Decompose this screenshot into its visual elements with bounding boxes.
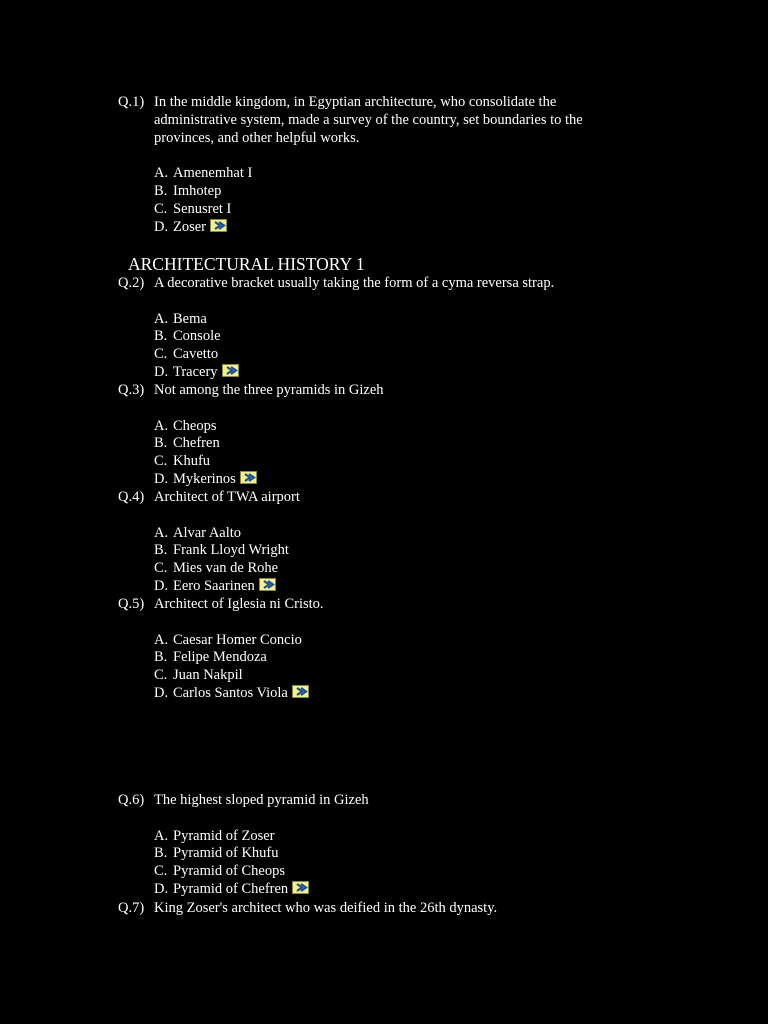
answer-options [154, 418, 718, 489]
option-a: A. Caesar Homer Concio [154, 631, 302, 648]
question-text: A decorative bracket usually taking the form of a cyma reversa strap. [154, 275, 555, 291]
option-b: B. Frank Lloyd Wright [154, 542, 289, 559]
option-d: D. Eero Saarinen [154, 578, 718, 596]
question-text: King Zoser's architect who was deified in the 26th dynasty. [154, 900, 498, 916]
section-heading: ARCHITECTURAL HISTORY 1 [128, 254, 365, 274]
option-c: C. Mies van de Rohe [154, 560, 279, 577]
option-b: B. Chefren [154, 435, 220, 452]
question-2 [118, 275, 718, 382]
option-c: C. Khufu [154, 453, 211, 470]
answer-options [154, 525, 718, 596]
question-3 [118, 382, 718, 489]
option-b: B. Imhotep [154, 182, 222, 199]
correct-answer-icon [292, 881, 309, 894]
question-7 [118, 900, 718, 918]
option-a: A. Bema [154, 310, 207, 327]
option-d: D. Pyramid of Chefren [154, 881, 718, 899]
question-4 [118, 489, 718, 596]
answer-options [154, 828, 718, 899]
question-number: Q.4) [118, 489, 145, 505]
question-text: The highest sloped pyramid in Gizeh [154, 792, 369, 808]
question-6 [118, 792, 718, 899]
question-number: Q.3) [118, 382, 145, 398]
option-b: B. Pyramid of Khufu [154, 845, 279, 862]
question-number: Q.6) [118, 792, 145, 808]
question-number: Q.7) [118, 900, 145, 916]
option-b: B. Console [154, 328, 221, 345]
correct-answer-icon [292, 685, 309, 698]
question-text: Not among the three pyramids in Gizeh [154, 382, 384, 398]
answer-options [154, 632, 718, 703]
option-b: B. Felipe Mendoza [154, 649, 267, 666]
question-5 [118, 596, 718, 703]
option-d: D. Tracery [154, 364, 718, 382]
question-text: In the middle kingdom, in Egyptian architecture, who consolidate the administrative system, made a survey of the country, set boundaries to the provinces, and other helpful works. [154, 94, 583, 146]
option-c: C. Senusret I [154, 200, 232, 217]
correct-answer-icon [222, 364, 239, 377]
correct-answer-icon [240, 471, 257, 484]
question-text: Architect of Iglesia ni Cristo. [154, 596, 324, 612]
question-number: Q.1) [118, 94, 145, 110]
option-a: A. Alvar Aalto [154, 524, 242, 541]
option-c: C. Cavetto [154, 346, 219, 363]
correct-answer-icon [210, 219, 227, 232]
question-1 [118, 94, 718, 236]
question-text: Architect of TWA airport [154, 489, 300, 505]
option-c: C. Juan Nakpil [154, 667, 243, 684]
question-number: Q.2) [118, 275, 145, 291]
option-d: D. Carlos Santos Viola [154, 685, 718, 703]
answer-options [154, 311, 718, 382]
option-d: D. Zoser [154, 219, 718, 237]
option-a: A. Pyramid of Zoser [154, 827, 275, 844]
option-d: D. Mykerinos [154, 471, 718, 489]
answer-options [154, 165, 718, 236]
option-a: A. Amenemhat I [154, 165, 253, 182]
option-c: C. Pyramid of Cheops [154, 863, 285, 880]
correct-answer-icon [259, 578, 276, 591]
option-a: A. Cheops [154, 417, 217, 434]
question-number: Q.5) [118, 596, 145, 612]
